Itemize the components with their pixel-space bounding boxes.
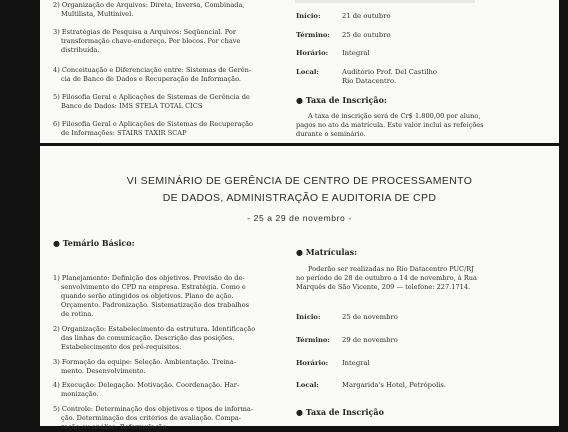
seminar-taxa-heading: ● Taxa de Inscrição <box>296 407 384 417</box>
top-taxa-text-1: A taxa de inscrição será de Cr$ 1.800,00 por aluno, <box>308 112 481 120</box>
topic-6-line-2: de Informações: STAIRS TAXIR SCAP <box>61 129 187 137</box>
temario-item-4-line-1: 4) Execução: Delegação. Motivação. Coordenação. Har- <box>53 381 240 389</box>
document-page <box>40 0 559 431</box>
seminar-local-label: Local: <box>296 381 319 389</box>
temario-item-5-line-1: 5) Controle: Determinação dos objetivos e tipos de informa- <box>53 405 254 413</box>
top-local-value-2: Rio Datacentro. <box>342 77 397 85</box>
topic-6-line-1: 6) Filosofia Geral e Aplicações de Sistemas de Recuperação <box>53 120 253 128</box>
top-horario-label: Horário: <box>296 49 329 57</box>
temario-item-2-line-1: 2) Organização: Estabelecimento da estrutura. Identificação <box>53 325 256 333</box>
temario-item-3-line-2: mento. Desenvolvimento. <box>61 367 146 375</box>
matriculas-text-1: Poderão ser realizadas no Rio Datacentro PUC/RJ <box>308 265 474 273</box>
matriculas-heading: ● Matrículas: <box>296 247 358 257</box>
temario-item-1-line-3: quando serão atingidos os objetivos. Plano de ação. <box>61 292 234 300</box>
temario-heading: ● Temário Básico: <box>53 238 135 248</box>
cut-line-remnant <box>295 0 475 3</box>
top-taxa-heading: ● Taxa de Inscrição: <box>296 95 387 105</box>
matriculas-text-2: no período de 28 de outubro a 14 de novembro, à Rua <box>296 274 477 282</box>
topic-4-line-2: cia de Banco de Dados e Recuperação de Informação. <box>61 75 242 83</box>
temario-item-1-line-4: Orçamento. Padronização. Sistematização dos trabalhos <box>61 301 249 309</box>
topic-5-line-2: Banco de Dados: IMS STELA TOTAL CICS <box>61 102 203 110</box>
section-divider <box>40 143 559 146</box>
seminar-termino-label: Término: <box>296 336 330 344</box>
temario-item-4-line-2: monização. <box>61 390 99 398</box>
temario-item-2-line-3: Estabelecimento dos pré-requisitos. <box>61 343 182 351</box>
seminar-horario-label: Horário: <box>296 359 329 367</box>
temario-item-1-line-2: senvolvimento do CPD na empresa. Estratégia. Como e <box>61 283 246 291</box>
top-horario-value: Integral <box>342 49 370 57</box>
top-termino-value: 25 de outubro <box>342 31 391 39</box>
temario-item-5-line-2: ção. Determinação dos critérios de avaliação. Compa- <box>61 414 241 422</box>
seminar-inicio-value: 25 de novembro <box>342 313 398 321</box>
top-inicio-value: 21 de outubro <box>342 12 391 20</box>
top-taxa-text-3: durante o seminário. <box>296 130 366 138</box>
topic-3-line-1: 3) Estratégias de Pesquisa a Arquivos: Seqüencial. Por <box>53 28 236 36</box>
top-termino-label: Término: <box>296 31 330 39</box>
top-taxa-text-2: pagos no ato da matrícula. Este valor inclui as refeições <box>296 121 484 129</box>
topic-3-line-3: distribuída. <box>61 46 100 54</box>
seminar-horario-value: Integral <box>342 359 370 367</box>
temario-item-5-line-3: ração ou análise. Reformulação. <box>61 423 169 431</box>
seminar-local-value: Margarida's Hotel, Petrópolis. <box>342 381 447 389</box>
temario-item-1-line-5: de rotina. <box>61 310 94 318</box>
seminar-inicio-label: Início: <box>296 313 321 321</box>
temario-item-1-line-1: 1) Planejamento: Definição dos objetivos. Previsão do de- <box>53 274 245 282</box>
seminar-title-line-1: VI SEMINÁRIO DE GERÊNCIA DE CENTRO DE PROCESSAMENTO <box>126 175 473 187</box>
seminar-termino-value: 29 de novembro <box>342 336 398 344</box>
topic-3-line-2: transformação chave-endereço. Por blocos. Por chave <box>61 37 241 45</box>
top-local-label: Local: <box>296 68 319 76</box>
seminar-dates: - 25 a 29 de novembro - <box>247 213 352 223</box>
temario-item-3-line-1: 3) Formação da equipe: Seleção. Ambientação. Treina- <box>53 358 237 366</box>
temario-item-2-line-2: das linhas de comunicação. Descrição das posições. <box>61 334 235 342</box>
topic-2-line-1: 2) Organização de Arquivos: Direta, Inversa, Combinada, <box>53 1 245 9</box>
top-local-value-1: Auditório Prof. Del Castilho <box>342 68 437 76</box>
matriculas-text-3: Marquês de São Vicente, 209 — telefone: 227.1714. <box>296 283 471 291</box>
topic-5-line-1: 5) Filosofia Geral e Aplicações de Sistemas de Gerência de <box>53 93 250 101</box>
topic-4-line-1: 4) Conceituação e Diferenciação entre: Sistemas de Gerên- <box>53 66 252 74</box>
top-inicio-label: Início: <box>296 12 321 20</box>
seminar-title-line-2: DE DADOS, ADMINISTRAÇÃO E AUDITORIA DE CPD <box>162 192 437 204</box>
topic-2-line-2: Multilista, Multinível. <box>61 10 134 18</box>
